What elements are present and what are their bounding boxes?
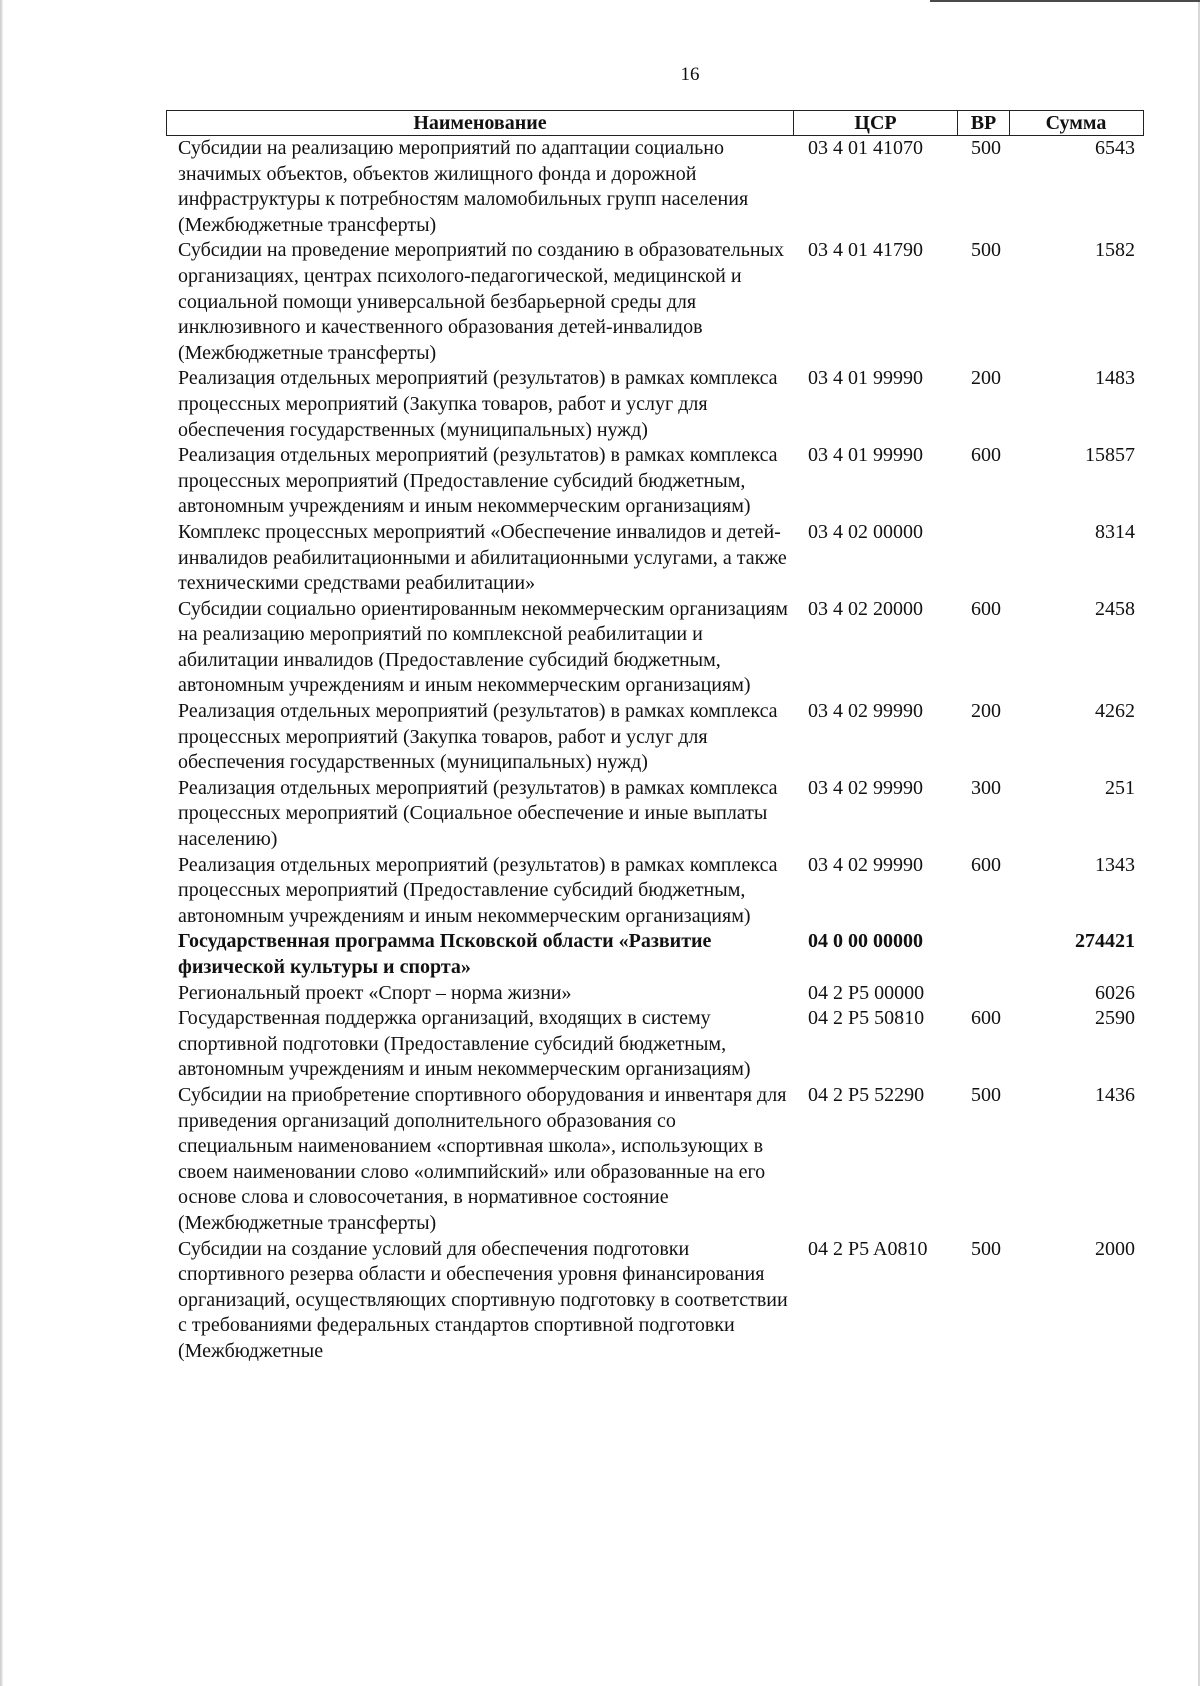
row-csr: 03 4 02 20000: [808, 597, 923, 620]
row-name: Реализация отдельных мероприятий (результатов) в рамках комплекса процессных мероприятий (Закупка товаров, работ и услуг для обеспечения государственных (муниципальных) нужд): [178, 367, 778, 441]
row-vr: [969, 930, 971, 952]
row-csr-cell: [805, 597, 969, 699]
row-sum: 2458: [1095, 597, 1135, 620]
row-name: Региональный проект «Спорт – норма жизни»: [178, 981, 572, 1004]
table-row: [166, 929, 1144, 980]
row-csr: 03 4 01 41790: [808, 239, 923, 262]
row-name: Субсидии на приобретение спортивного оборудования и инвентаря для приведения организаций дополнительного образования со специальным наименованием «спортивная школа», использующих в своем наименовании слово «олимпийский» или образованные на его основе слова и словосочетания, в нормативное состояние (Межбюджетные трансферты): [178, 1083, 787, 1234]
row-name: Субсидии на создание условий для обеспечения подготовки спортивного резерва области и обеспечения уровня финансирования организаций, осуществляющих спортивную подготовку в соответствии с требованиями федеральных стандартов спортивной подготовки (Межбюджетные: [178, 1237, 788, 1362]
header-vr: ВР: [958, 111, 1010, 135]
table-row: [166, 136, 1144, 238]
table-row: [166, 699, 1144, 776]
row-sum: 1483: [1095, 367, 1135, 390]
row-name: Субсидии на проведение мероприятий по созданию в образовательных организациях, центрах психолого-педагогической, медицинской и социальной помощи универсальной безбарьерной среды для инклюзивного и качественного образования детей-инвалидов (Межбюджетные трансферты): [178, 239, 784, 364]
row-csr-cell: [805, 238, 969, 366]
row-csr: 04 2 P5 A0810: [808, 1237, 928, 1260]
table-row: [166, 366, 1144, 443]
row-csr-cell: [805, 136, 969, 238]
row-csr: 04 2 P5 50810: [808, 1007, 925, 1030]
row-csr: 04 2 P5 00000: [808, 981, 925, 1004]
row-sum: 251: [1105, 776, 1135, 799]
row-name: Государственная поддержка организаций, входящих в систему спортивной подготовки (Предоставление субсидий бюджетным, автономным учреждениям и иным некоммерческим организациям): [178, 1007, 751, 1081]
row-csr-cell: [805, 520, 969, 597]
row-name: Реализация отдельных мероприятий (результатов) в рамках комплекса процессных мероприятий (Социальное обеспечение и иные выплаты населению): [178, 776, 778, 851]
row-sum: 4262: [1095, 700, 1135, 723]
row-sum: 6543: [1095, 137, 1135, 159]
header-csr: ЦСР: [794, 111, 958, 135]
table-row: [166, 597, 1144, 699]
row-csr-cell: [805, 1083, 969, 1237]
row-vr: 500: [971, 1083, 1001, 1106]
row-vr-cell: [969, 853, 1021, 930]
table-row: [166, 981, 1144, 1007]
table-row: [166, 853, 1144, 930]
row-csr: 03 4 02 99990: [808, 700, 923, 723]
row-vr: 300: [971, 776, 1001, 799]
row-vr: 200: [971, 367, 1001, 390]
row-vr-cell: [969, 1083, 1021, 1237]
header-name: Наименование: [167, 111, 794, 135]
row-csr: 03 4 02 99990: [808, 776, 923, 799]
header-sum: Сумма: [1045, 112, 1107, 134]
row-vr-cell: [969, 699, 1021, 776]
row-csr-cell: [805, 929, 969, 980]
row-vr: 600: [971, 597, 1001, 620]
row-csr: 04 0 00 00000: [808, 930, 923, 953]
table-row: [166, 238, 1144, 366]
row-csr: 03 4 02 99990: [808, 853, 923, 876]
row-csr-cell: [805, 443, 969, 520]
row-vr: 500: [971, 239, 1001, 262]
row-name: Субсидии социально ориентированным некоммерческим организациям на реализацию мероприятий по комплексной реабилитации и абилитации инвалидов (Предоставление субсидий бюджетным, автономным учреждениям и иным некоммерческим организациям): [178, 597, 788, 697]
row-vr: 600: [971, 1007, 1001, 1030]
row-name: Реализация отдельных мероприятий (результатов) в рамках комплекса процессных мероприятий (Предоставление субсидий бюджетным, автономным учреждениям и иным некоммерческим организациям): [178, 853, 778, 927]
row-vr-cell: [969, 366, 1021, 443]
row-vr-cell: [969, 929, 1021, 980]
row-sum: 15857: [1085, 444, 1135, 467]
row-csr-cell: [805, 981, 969, 1007]
row-name: Реализация отдельных мероприятий (результатов) в рамках комплекса процессных мероприятий (Закупка товаров, работ и услуг для обеспечения государственных (муниципальных) нужд): [178, 700, 778, 774]
row-vr: 500: [971, 137, 1001, 159]
row-csr-cell: [805, 853, 969, 930]
row-vr-cell: [969, 1237, 1021, 1365]
scan-top-line: [930, 0, 1200, 2]
row-csr-cell: [805, 699, 969, 776]
row-name: Реализация отдельных мероприятий (результатов) в рамках комплекса процессных мероприятий (Предоставление субсидий бюджетным, автономным учреждениям и иным некоммерческим организациям): [178, 444, 778, 518]
page-number: 16: [680, 64, 700, 85]
row-vr-cell: [969, 443, 1021, 520]
row-csr: 03 4 01 41070: [808, 137, 923, 159]
row-vr-cell: [969, 776, 1021, 853]
row-name: Государственная программа Псковской области «Развитие физической культуры и спорта»: [178, 930, 712, 978]
row-vr-cell: [969, 136, 1021, 238]
row-csr: 03 4 01 99990: [808, 367, 923, 390]
row-vr-cell: [969, 981, 1021, 1007]
row-vr: [969, 982, 971, 1004]
table-body: [166, 136, 1144, 1365]
row-csr-cell: [805, 1237, 969, 1365]
table-row: [166, 443, 1144, 520]
table-row: [166, 776, 1144, 853]
row-vr: 600: [971, 444, 1001, 467]
row-sum: 274421: [1075, 930, 1135, 953]
table-row: [166, 1237, 1144, 1365]
table-row: [166, 520, 1144, 597]
row-csr: 03 4 02 00000: [808, 520, 923, 543]
row-csr: 03 4 01 99990: [808, 444, 923, 467]
row-sum: 1436: [1095, 1083, 1135, 1106]
row-name: Комплекс процессных мероприятий «Обеспечение инвалидов и детей-инвалидов реабилитационными и абилитационными услугами, а также техническими средствами реабилитации»: [178, 520, 787, 595]
row-vr: 200: [971, 700, 1001, 723]
row-vr: [969, 521, 971, 543]
row-vr-cell: [969, 238, 1021, 366]
row-sum: 2000: [1095, 1237, 1135, 1260]
row-csr-cell: [805, 366, 969, 443]
row-sum: 1582: [1095, 239, 1135, 262]
row-vr: 500: [971, 1237, 1001, 1260]
row-sum: 6026: [1095, 981, 1135, 1004]
row-sum: 8314: [1095, 520, 1135, 543]
row-csr-cell: [805, 1006, 969, 1083]
table-header: [166, 110, 1144, 136]
row-csr: 04 2 P5 52290: [808, 1083, 925, 1106]
budget-table: [166, 110, 1144, 1365]
row-sum: 1343: [1095, 853, 1135, 876]
table-row: [166, 1006, 1144, 1083]
row-name: Субсидии на реализацию мероприятий по адаптации социально значимых объектов, объектов жилищного фонда и дорожной инфраструктуры к потребностям маломобильных групп населения (Межбюджетные трансферты): [178, 137, 749, 236]
row-vr-cell: [969, 1006, 1021, 1083]
row-vr-cell: [969, 520, 1021, 597]
scan-edge-left: [0, 0, 3, 1686]
row-vr-cell: [969, 597, 1021, 699]
row-csr-cell: [805, 776, 969, 853]
table-row: [166, 1083, 1144, 1237]
row-sum: 2590: [1095, 1007, 1135, 1030]
row-vr: 600: [971, 853, 1001, 876]
